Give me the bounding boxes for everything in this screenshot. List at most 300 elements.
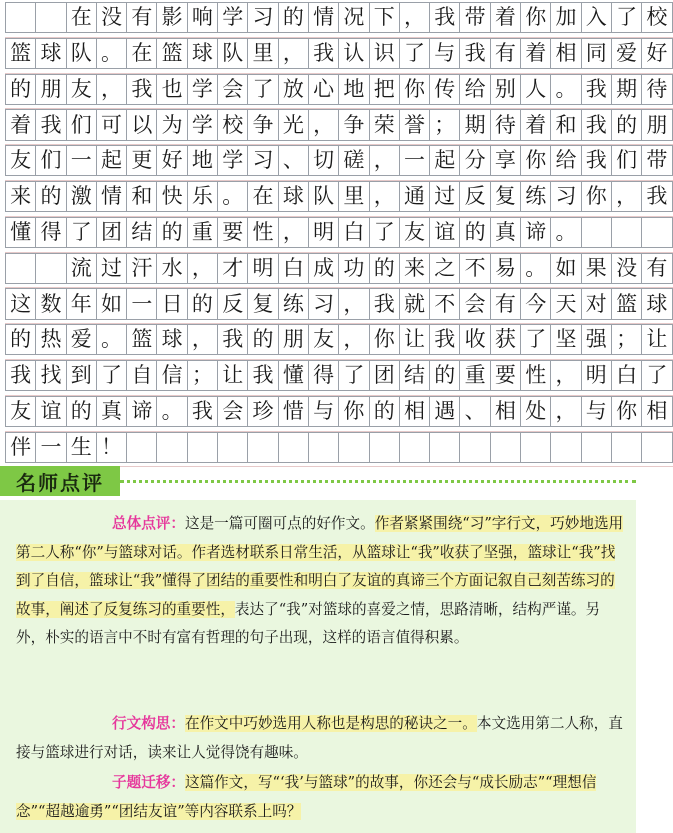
essay-cell: 习 bbox=[247, 2, 278, 33]
structure-comment-text-1: 在作文中巧妙选用人称也是构思的秘诀之一。 bbox=[184, 715, 477, 732]
essay-cell: 你 bbox=[520, 2, 551, 33]
essay-cell: 、 bbox=[278, 145, 309, 176]
essay-cell: 我 bbox=[459, 38, 490, 69]
essay-cell: 里 bbox=[247, 38, 278, 69]
essay-cell: 相 bbox=[641, 396, 672, 427]
essay-cell: 复 bbox=[247, 288, 278, 319]
essay-cell: 的 bbox=[247, 324, 278, 355]
banner-dotted-divider bbox=[120, 480, 636, 483]
essay-cell: 让 bbox=[399, 324, 430, 355]
essay-cell: 性 bbox=[247, 217, 278, 248]
essay-cell: 的 bbox=[459, 217, 490, 248]
essay-cell: 了 bbox=[399, 38, 430, 69]
essay-cell: 的 bbox=[429, 360, 460, 391]
essay-cell: 球 bbox=[35, 38, 66, 69]
essay-cell: 了 bbox=[641, 360, 672, 391]
essay-cell: ； bbox=[611, 324, 642, 355]
essay-cell: 情 bbox=[308, 2, 339, 33]
essay-cell: 把 bbox=[369, 74, 400, 105]
essay-cell: ； bbox=[429, 109, 460, 140]
essay-cell: 。 bbox=[520, 253, 551, 284]
essay-cell: 明 bbox=[247, 253, 278, 284]
essay-cell: 分 bbox=[459, 145, 490, 176]
essay-cell: 爱 bbox=[66, 324, 97, 355]
essay-cell: 给 bbox=[550, 145, 581, 176]
essay-cell: 数 bbox=[35, 288, 66, 319]
essay-cell: 着 bbox=[5, 109, 36, 140]
overall-comment-text-2: 作者紧紧围绕“习”字行文，巧妙地选用第二人称“你”与篮球对话。 bbox=[16, 515, 624, 561]
essay-cell: 可 bbox=[96, 109, 127, 140]
essay-cell: 你 bbox=[338, 396, 369, 427]
essay-cell: 在 bbox=[126, 38, 157, 69]
essay-cell: 更 bbox=[126, 145, 157, 176]
essay-cell: 收 bbox=[459, 324, 490, 355]
essay-cell: 球 bbox=[187, 38, 218, 69]
essay-cell: 学 bbox=[217, 145, 248, 176]
overall-comment bbox=[16, 510, 628, 653]
essay-cell: 团 bbox=[96, 217, 127, 248]
essay-cell bbox=[308, 432, 339, 463]
essay-cell: 处 bbox=[520, 396, 551, 427]
essay-cell: 激 bbox=[66, 181, 97, 212]
essay-cell: 切 bbox=[308, 145, 339, 176]
essay-cell: 习 bbox=[308, 288, 339, 319]
essay-cell bbox=[641, 217, 672, 248]
essay-cell: 我 bbox=[217, 324, 248, 355]
essay-cell: 校 bbox=[641, 2, 672, 33]
essay-cell: 懂 bbox=[5, 217, 36, 248]
essay-cell: 有 bbox=[490, 38, 521, 69]
essay-cell: 学 bbox=[217, 2, 248, 33]
essay-cell: 之 bbox=[429, 253, 460, 284]
review-panel bbox=[0, 500, 636, 833]
essay-cell: 。 bbox=[217, 181, 248, 212]
essay-cell: 汗 bbox=[126, 253, 157, 284]
essay-cell: 誉 bbox=[399, 109, 430, 140]
essay-cell: 练 bbox=[520, 181, 551, 212]
essay-cell: 了 bbox=[369, 217, 400, 248]
essay-cell: 来 bbox=[5, 181, 36, 212]
essay-cell: 让 bbox=[217, 360, 248, 391]
essay-cell bbox=[156, 432, 187, 463]
essay-cell: 到 bbox=[66, 360, 97, 391]
essay-cell: 放 bbox=[278, 74, 309, 105]
essay-cell: 队 bbox=[308, 181, 339, 212]
essay-cell: 我 bbox=[5, 360, 36, 391]
essay-cell bbox=[126, 432, 157, 463]
essay-cell: 功 bbox=[338, 253, 369, 284]
essay-cell: 白 bbox=[611, 360, 642, 391]
essay-cell: 下 bbox=[369, 2, 400, 33]
essay-cell: ， bbox=[187, 324, 218, 355]
essay-cell bbox=[581, 217, 612, 248]
essay-grid bbox=[5, 2, 673, 467]
essay-cell: 你 bbox=[520, 145, 551, 176]
essay-cell: 们 bbox=[35, 145, 66, 176]
essay-cell: 们 bbox=[611, 145, 642, 176]
essay-cell: 有 bbox=[126, 2, 157, 33]
structure-comment bbox=[16, 710, 628, 767]
essay-row bbox=[5, 38, 673, 74]
essay-cell: 篮 bbox=[5, 38, 36, 69]
essay-cell: 我 bbox=[35, 109, 66, 140]
essay-cell: 热 bbox=[35, 324, 66, 355]
essay-cell bbox=[550, 432, 581, 463]
essay-cell: 如 bbox=[550, 253, 581, 284]
essay-cell: 起 bbox=[96, 145, 127, 176]
essay-cell: 的 bbox=[156, 217, 187, 248]
essay-cell: 的 bbox=[5, 324, 36, 355]
essay-cell: 。 bbox=[96, 38, 127, 69]
essay-cell: 谛 bbox=[520, 217, 551, 248]
essay-cell bbox=[399, 432, 430, 463]
essay-row bbox=[5, 432, 673, 468]
essay-cell: 学 bbox=[187, 74, 218, 105]
essay-cell: ！ bbox=[96, 432, 127, 463]
essay-row bbox=[5, 2, 673, 38]
essay-cell: 影 bbox=[156, 2, 187, 33]
essay-row bbox=[5, 217, 673, 253]
essay-cell: 就 bbox=[399, 288, 430, 319]
essay-cell: 珍 bbox=[247, 396, 278, 427]
essay-cell bbox=[611, 432, 642, 463]
essay-cell bbox=[429, 432, 460, 463]
essay-cell: 我 bbox=[429, 324, 460, 355]
essay-cell: 别 bbox=[490, 74, 521, 105]
essay-cell: 自 bbox=[126, 360, 157, 391]
essay-cell: 的 bbox=[611, 109, 642, 140]
essay-cell: 学 bbox=[187, 109, 218, 140]
essay-row bbox=[5, 396, 673, 432]
essay-cell: 里 bbox=[338, 181, 369, 212]
essay-cell: 地 bbox=[338, 74, 369, 105]
essay-cell: 重 bbox=[187, 217, 218, 248]
essay-cell: 与 bbox=[429, 38, 460, 69]
essay-cell: 带 bbox=[641, 145, 672, 176]
essay-cell: ， bbox=[369, 145, 400, 176]
overall-comment-text-4: 表达了“我”对篮球的喜爱之情，思路清晰，结构严谨。另外，朴实的语言中不时有富有哲理的句子出现，这样的语言值得积累。 bbox=[16, 600, 601, 647]
essay-cell: 况 bbox=[338, 2, 369, 33]
essay-cell: ， bbox=[338, 288, 369, 319]
essay-cell: 校 bbox=[217, 109, 248, 140]
essay-cell: 相 bbox=[399, 396, 430, 427]
essay-cell: 朋 bbox=[35, 74, 66, 105]
essay-cell: 为 bbox=[156, 109, 187, 140]
essay-cell: 。 bbox=[550, 217, 581, 248]
essay-cell: 我 bbox=[429, 2, 460, 33]
essay-cell: 没 bbox=[611, 253, 642, 284]
essay-cell: 同 bbox=[581, 38, 612, 69]
transfer-comment bbox=[16, 769, 628, 826]
essay-cell bbox=[247, 432, 278, 463]
essay-row bbox=[5, 360, 673, 396]
essay-cell: 你 bbox=[611, 396, 642, 427]
essay-cell: 你 bbox=[369, 324, 400, 355]
essay-cell bbox=[369, 432, 400, 463]
essay-cell: 们 bbox=[66, 109, 97, 140]
essay-cell: 习 bbox=[247, 145, 278, 176]
essay-cell: 有 bbox=[490, 288, 521, 319]
essay-cell: 与 bbox=[308, 396, 339, 427]
essay-cell: 认 bbox=[338, 38, 369, 69]
essay-cell: 找 bbox=[35, 360, 66, 391]
essay-cell: 爱 bbox=[611, 38, 642, 69]
essay-cell: 易 bbox=[490, 253, 521, 284]
essay-cell: 成 bbox=[308, 253, 339, 284]
essay-row bbox=[5, 253, 673, 289]
essay-cell: 过 bbox=[429, 181, 460, 212]
essay-cell: 性 bbox=[520, 360, 551, 391]
essay-cell: 地 bbox=[187, 145, 218, 176]
essay-cell: 真 bbox=[96, 396, 127, 427]
essay-cell: 球 bbox=[156, 324, 187, 355]
essay-row bbox=[5, 288, 673, 324]
essay-cell: 的 bbox=[369, 396, 400, 427]
essay-cell: 会 bbox=[217, 74, 248, 105]
essay-row bbox=[5, 74, 673, 110]
essay-cell: 让 bbox=[641, 324, 672, 355]
essay-cell: 了 bbox=[611, 2, 642, 33]
essay-cell: 得 bbox=[35, 217, 66, 248]
essay-cell: 你 bbox=[581, 181, 612, 212]
essay-cell: 一 bbox=[126, 288, 157, 319]
essay-cell: 与 bbox=[581, 396, 612, 427]
essay-cell: 不 bbox=[459, 253, 490, 284]
essay-cell bbox=[187, 432, 218, 463]
essay-cell bbox=[520, 432, 551, 463]
essay-cell: 伴 bbox=[5, 432, 36, 463]
essay-cell: 友 bbox=[66, 74, 97, 105]
essay-cell: ， bbox=[187, 253, 218, 284]
essay-cell bbox=[611, 217, 642, 248]
essay-cell: 练 bbox=[278, 288, 309, 319]
essay-cell: 真 bbox=[490, 217, 521, 248]
essay-cell: 以 bbox=[126, 109, 157, 140]
essay-cell: 的 bbox=[66, 396, 97, 427]
essay-cell: ， bbox=[550, 396, 581, 427]
essay-row bbox=[5, 181, 673, 217]
essay-cell: 、 bbox=[459, 396, 490, 427]
essay-cell: 识 bbox=[369, 38, 400, 69]
essay-cell: 友 bbox=[5, 145, 36, 176]
overall-comment-label: 总体点评： bbox=[112, 515, 185, 532]
essay-cell: ， bbox=[611, 181, 642, 212]
essay-cell: 也 bbox=[156, 74, 187, 105]
essay-cell bbox=[641, 432, 672, 463]
essay-cell: 友 bbox=[308, 324, 339, 355]
essay-cell: 享 bbox=[490, 145, 521, 176]
essay-cell: ， bbox=[278, 217, 309, 248]
essay-cell: 的 bbox=[35, 181, 66, 212]
overall-comment-text-3: 作者选材联系日常生活，从篮球让“我”收获了坚强，篮球让“我”找到了自信，篮球让“我”懂得了团结的重要性和明白了友谊的真谛三个方面记叙自己刻苦练习的故事，阐述了反复练习的重要性， bbox=[16, 543, 616, 618]
essay-cell: 加 bbox=[550, 2, 581, 33]
essay-cell: 强 bbox=[581, 324, 612, 355]
essay-cell: 响 bbox=[187, 2, 218, 33]
essay-cell bbox=[5, 2, 36, 33]
review-section-title: 名师点评 bbox=[0, 466, 120, 496]
essay-cell: 要 bbox=[217, 217, 248, 248]
essay-cell: 我 bbox=[126, 74, 157, 105]
essay-cell: 篮 bbox=[156, 38, 187, 69]
essay-cell: ， bbox=[399, 2, 430, 33]
essay-cell: 我 bbox=[247, 360, 278, 391]
essay-cell: 白 bbox=[278, 253, 309, 284]
essay-cell: 我 bbox=[581, 109, 612, 140]
essay-cell: 懂 bbox=[278, 360, 309, 391]
essay-cell: 果 bbox=[581, 253, 612, 284]
essay-cell: 如 bbox=[96, 288, 127, 319]
essay-cell bbox=[490, 432, 521, 463]
essay-cell: 我 bbox=[581, 145, 612, 176]
essay-cell: 生 bbox=[66, 432, 97, 463]
essay-cell: 期 bbox=[611, 74, 642, 105]
essay-cell: 通 bbox=[399, 181, 430, 212]
essay-cell: 给 bbox=[459, 74, 490, 105]
essay-cell: 的 bbox=[187, 288, 218, 319]
essay-cell: ， bbox=[96, 74, 127, 105]
essay-row bbox=[5, 109, 673, 145]
essay-cell: 惜 bbox=[278, 396, 309, 427]
essay-cell: 友 bbox=[5, 396, 36, 427]
essay-cell: 和 bbox=[550, 109, 581, 140]
essay-cell bbox=[5, 253, 36, 284]
essay-cell: 流 bbox=[66, 253, 97, 284]
essay-cell: 了 bbox=[338, 360, 369, 391]
essay-cell: 好 bbox=[156, 145, 187, 176]
essay-cell: 传 bbox=[429, 74, 460, 105]
essay-cell: 信 bbox=[156, 360, 187, 391]
essay-cell: 谊 bbox=[429, 217, 460, 248]
essay-cell: 不 bbox=[429, 288, 460, 319]
essay-row bbox=[5, 324, 673, 360]
essay-cell: 得 bbox=[308, 360, 339, 391]
essay-cell: 我 bbox=[187, 396, 218, 427]
essay-cell: 了 bbox=[96, 360, 127, 391]
essay-cell bbox=[278, 432, 309, 463]
essay-cell: 过 bbox=[96, 253, 127, 284]
essay-cell: 待 bbox=[641, 74, 672, 105]
essay-cell: 朋 bbox=[278, 324, 309, 355]
essay-cell: 期 bbox=[459, 109, 490, 140]
essay-cell: 着 bbox=[520, 38, 551, 69]
essay-cell: 团 bbox=[369, 360, 400, 391]
essay-cell bbox=[35, 253, 66, 284]
essay-cell: 会 bbox=[217, 396, 248, 427]
essay-cell: 要 bbox=[490, 360, 521, 391]
essay-cell: 反 bbox=[459, 181, 490, 212]
essay-cell: 篮 bbox=[611, 288, 642, 319]
essay-cell: 我 bbox=[581, 74, 612, 105]
essay-cell: 对 bbox=[581, 288, 612, 319]
essay-cell: 复 bbox=[490, 181, 521, 212]
essay-cell: 好 bbox=[641, 38, 672, 69]
essay-cell: 相 bbox=[490, 396, 521, 427]
essay-cell: 日 bbox=[156, 288, 187, 319]
essay-cell bbox=[459, 432, 490, 463]
essay-cell: 待 bbox=[490, 109, 521, 140]
essay-cell: 结 bbox=[126, 217, 157, 248]
essay-cell: ， bbox=[369, 181, 400, 212]
review-banner bbox=[0, 466, 636, 496]
essay-cell: ， bbox=[338, 324, 369, 355]
essay-cell bbox=[338, 432, 369, 463]
essay-cell: 争 bbox=[338, 109, 369, 140]
essay-cell: 坚 bbox=[550, 324, 581, 355]
essay-cell: 结 bbox=[399, 360, 430, 391]
essay-cell: 起 bbox=[429, 145, 460, 176]
essay-cell: ， bbox=[278, 38, 309, 69]
essay-cell: ； bbox=[187, 360, 218, 391]
essay-cell: 和 bbox=[126, 181, 157, 212]
essay-cell: 谛 bbox=[126, 396, 157, 427]
essay-cell: 了 bbox=[66, 217, 97, 248]
structure-comment-text-2: 本文选用第二人称，直接与篮球进行对话，读来让人觉得饶有趣味。 bbox=[16, 715, 623, 761]
essay-cell: 。 bbox=[156, 396, 187, 427]
essay-cell: 习 bbox=[550, 181, 581, 212]
transfer-comment-text: 这篇作文，写“‘我’与篮球”的故事，你还会与“成长励志”“理想信念”“超越逾勇”“团结友谊”等内容联系上吗？ bbox=[16, 774, 597, 820]
essay-cell: 才 bbox=[217, 253, 248, 284]
essay-cell: 年 bbox=[66, 288, 97, 319]
essay-cell: 明 bbox=[581, 360, 612, 391]
essay-cell: 谊 bbox=[35, 396, 66, 427]
essay-cell: 队 bbox=[66, 38, 97, 69]
essay-cell: 你 bbox=[399, 74, 430, 105]
essay-cell: 磋 bbox=[338, 145, 369, 176]
essay-cell: 获 bbox=[490, 324, 521, 355]
essay-cell: 人 bbox=[520, 74, 551, 105]
essay-cell: 了 bbox=[520, 324, 551, 355]
overall-comment-text-1: 这是一篇可圈可点的好作文。 bbox=[184, 515, 375, 532]
essay-cell: 的 bbox=[5, 74, 36, 105]
essay-cell: 我 bbox=[369, 288, 400, 319]
essay-cell: 我 bbox=[641, 181, 672, 212]
essay-cell: 明 bbox=[308, 217, 339, 248]
essay-cell: 一 bbox=[35, 432, 66, 463]
essay-cell: 在 bbox=[66, 2, 97, 33]
essay-cell bbox=[581, 432, 612, 463]
essay-cell: 荣 bbox=[369, 109, 400, 140]
essay-cell: 乐 bbox=[187, 181, 218, 212]
essay-cell: 光 bbox=[278, 109, 309, 140]
transfer-comment-label: 子题迁移： bbox=[112, 774, 185, 791]
essay-cell: 反 bbox=[217, 288, 248, 319]
essay-cell: 着 bbox=[490, 2, 521, 33]
essay-cell: ， bbox=[308, 109, 339, 140]
essay-cell: 带 bbox=[459, 2, 490, 33]
essay-cell: 我 bbox=[308, 38, 339, 69]
essay-cell: 有 bbox=[641, 253, 672, 284]
essay-cell: 情 bbox=[96, 181, 127, 212]
essay-cell bbox=[35, 2, 66, 33]
essay-cell: 心 bbox=[308, 74, 339, 105]
essay-cell: 了 bbox=[247, 74, 278, 105]
essay-cell: 篮 bbox=[126, 324, 157, 355]
essay-cell: 着 bbox=[520, 109, 551, 140]
essay-cell: 球 bbox=[278, 181, 309, 212]
essay-cell: 的 bbox=[278, 2, 309, 33]
essay-cell: ， bbox=[550, 360, 581, 391]
essay-cell: 球 bbox=[641, 288, 672, 319]
structure-comment-label: 行文构思： bbox=[112, 715, 185, 732]
essay-cell: 会 bbox=[459, 288, 490, 319]
essay-cell: 队 bbox=[217, 38, 248, 69]
essay-cell: 一 bbox=[66, 145, 97, 176]
essay-cell: 天 bbox=[550, 288, 581, 319]
essay-cell: 在 bbox=[247, 181, 278, 212]
essay-cell: 争 bbox=[247, 109, 278, 140]
essay-cell: 一 bbox=[399, 145, 430, 176]
essay-cell: 相 bbox=[550, 38, 581, 69]
